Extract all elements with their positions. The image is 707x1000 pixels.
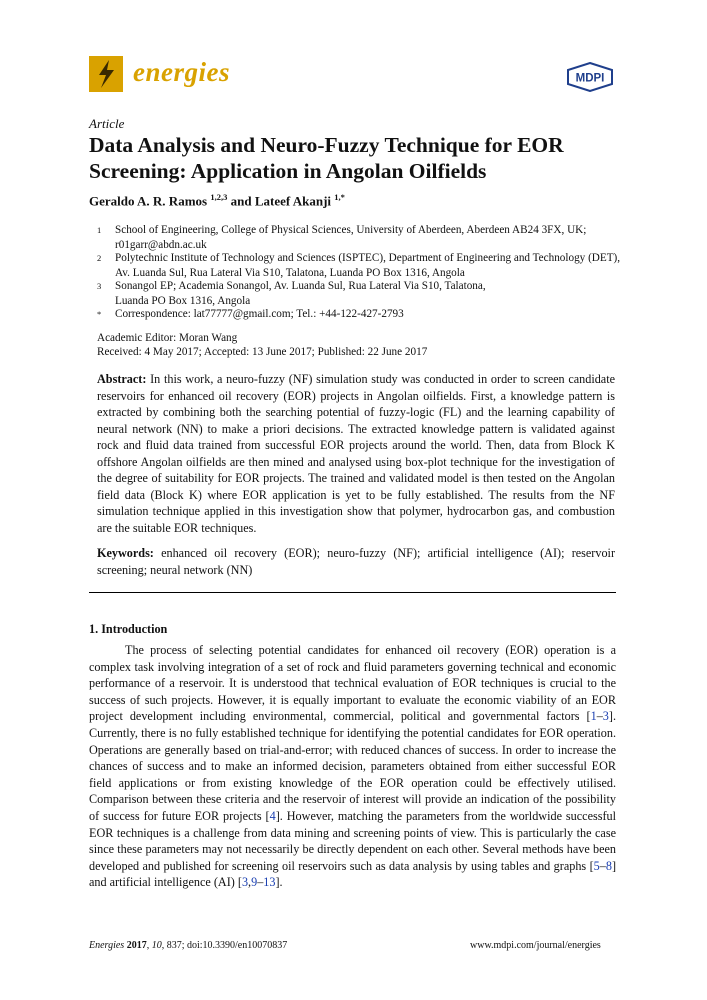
footer-citation: Energies 2017, 10, 837; doi:10.3390/en10070837 <box>89 940 288 951</box>
section-heading: 1. Introduction <box>89 622 168 636</box>
journal-logo <box>89 56 123 92</box>
affiliation <box>97 251 627 280</box>
introduction-paragraph <box>89 642 616 891</box>
citation-comma: , <box>248 875 252 890</box>
citation-dash: – <box>257 875 264 890</box>
affiliation-text: Sonangol EP; Academia Sonangol, Av. Luanda Sul, Rua Lateral Via S10, Talatona, Luanda PO Box 1316, Angola <box>115 280 486 307</box>
intro-text: ] and artificial intelligence (AI) [ <box>89 858 616 890</box>
affiliation-number: 1 <box>97 225 102 235</box>
footer-journal: Energies <box>89 940 125 951</box>
affiliation-text: School of Engineering, College of Physical Sciences, University of Aberdeen, Aberdeen AB24 3FX, UK; r01garr@abdn.ac.uk <box>115 224 587 251</box>
keywords-label: Keywords: <box>97 546 154 560</box>
article-title: Data Analysis and Neuro-Fuzzy Technique for EOR Screening: Application in Angolan Oilfields <box>89 133 564 183</box>
footer-url[interactable]: www.mdpi.com/journal/energies <box>470 940 601 951</box>
mdpi-logo <box>565 62 615 97</box>
citation-link[interactable]: 9 <box>251 875 258 890</box>
affiliation <box>97 279 627 308</box>
correspondence-text: Correspondence: lat77777@gmail.com; Tel.: +44-122-427-2793 <box>115 308 404 320</box>
author-affiliation-marker: 1,* <box>334 192 345 202</box>
citation-link[interactable]: 8 <box>605 858 612 873</box>
affiliation-text: Polytechnic Institute of Technology and Sciences (ISPTEC), Department of Engineering and Technology (DET), Av. Luanda Sul, Rua Lateral Via S10, Talatona, Luanda PO Box 1316, Angola <box>115 252 621 279</box>
citation-link[interactable]: 4 <box>269 808 276 823</box>
citation-dash: – <box>599 858 606 873</box>
author-list <box>89 192 345 209</box>
footer-doi: , 837; doi:10.3390/en10070837 <box>161 940 288 951</box>
author-joiner: and <box>230 193 252 209</box>
author-name: Geraldo A. R. Ramos <box>89 193 208 209</box>
academic-editor: Academic Editor: Moran Wang <box>97 332 238 344</box>
citation-link[interactable]: 1 <box>590 709 597 724</box>
affiliation <box>97 223 627 252</box>
citation-link[interactable]: 13 <box>263 875 276 890</box>
author-name: Lateef Akanji <box>254 193 332 209</box>
keywords-text: enhanced oil recovery (EOR); neuro-fuzzy (NF); artificial intelligence (AI); reservoir screening; neural network (NN) <box>97 546 616 577</box>
intro-text: ]. However, matching the parameters from the worldwide successful EOR techniques is a challenge from data mining and screening points of view. This is particularly the case since these parameters may not necessarily be directly dependent on each other. Several methods have been developed and published for screening oil reservoirs such as data analysis by using tables and graphs [ <box>89 808 616 873</box>
intro-text: ]. Currently, there is no fully established technique for identifying the potential candidates for EOR operation. Operations are generally based on trial-and-error; with reduced chances of success. In order to increase the chances of success and to make an informed decision, parameters obtained from either successful EOR field applications or from existing knowledge of the EOR operation could be effectively utilised. Comparison between these criteria and the reservoir of interest will provide an indication of the possibility of success for future EOR projects [ <box>89 709 616 823</box>
article-type: Article <box>89 116 125 131</box>
section-divider <box>89 592 616 593</box>
citation-link[interactable]: 3 <box>241 875 249 890</box>
footer-volume: 10 <box>151 940 162 951</box>
publication-dates: Received: 4 May 2017; Accepted: 13 June 2017; Published: 22 June 2017 <box>97 346 428 358</box>
journal-name: energies <box>133 57 230 87</box>
intro-text: ]. <box>275 875 283 890</box>
citation-link[interactable]: 5 <box>593 858 600 873</box>
svg-text:MDPI: MDPI <box>575 72 605 85</box>
correspondence-marker: * <box>97 309 102 319</box>
correspondence <box>97 307 627 322</box>
footer-year: 2017 <box>126 940 147 951</box>
author-affiliation-marker: 1,2,3 <box>210 192 228 202</box>
intro-text: The process of selecting potential candidates for enhanced oil recovery (EOR) operation is a complex task involving integration of a set of rock and fluid parameters governing technical and economic performance of a reservoir. It is understood that technical evaluation of EOR techniques is crucial to the success of such projects. However, it is equally important to evaluate the economic viability of an EOR project development including environmental, commercial, political and governmental factors [ <box>89 643 616 724</box>
citation-link[interactable]: 3 <box>602 709 609 724</box>
affiliation-number: 2 <box>97 253 102 263</box>
abstract <box>97 371 615 536</box>
keywords <box>97 545 615 578</box>
abstract-text: In this work, a neuro-fuzzy (NF) simulation study was conducted in order to screen candidate reservoirs for enhanced oil recovery (EOR) projects in Angolan oilfields. First, a knowledge pattern is extracted by combining both the searching potential of fuzzy-logic (FL) and the learning capability of neural network (NN) to make a priori decisions. The extracted knowledge pattern is validated against rock and fluid data trained from successful EOR projects around the world. Then, data from Block K offshore Angolan oilfields are then mined and analysed using box-plot technique for the investigation of the degree of suitability for EOR projects. The trained and validated model is then tested on the Angolan field data (Block K) where EOR application is yet to be fully established. The results from the NF simulation technique applied in this investigation show that polymer, hydrocarbon gas, and combustion are the suitable EOR techniques. <box>97 372 616 535</box>
abstract-label: Abstract: <box>97 372 147 386</box>
citation-dash: – <box>596 709 603 724</box>
affiliation-number: 3 <box>97 281 102 291</box>
